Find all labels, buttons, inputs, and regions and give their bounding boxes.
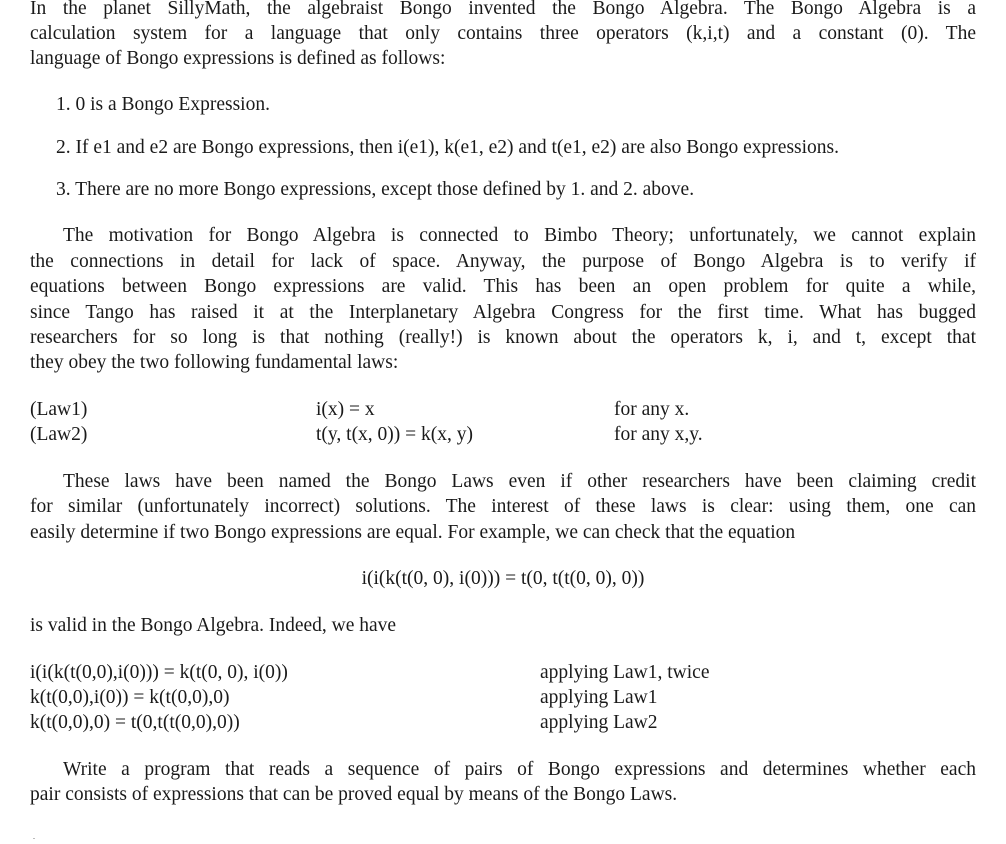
valid-line: is valid in the Bongo Algebra. Indeed, we have [30, 615, 397, 636]
rule-text: 0 is a Bongo Expression. [75, 94, 270, 115]
task-line: pair consists of expressions that can be proved equal by means of the Bongo Laws. [30, 784, 678, 805]
law-condition: for any x,y. [614, 424, 703, 445]
law-condition: for any x. [614, 399, 690, 420]
law-name: (Law1) [30, 399, 88, 420]
intro-line: calculation system for a language that only contains three operators (k,i,t) and a constant (0). The [30, 23, 976, 44]
laws-paragraph-line: These laws have been named the Bongo Laws even if other researchers have been claiming credit [63, 471, 976, 492]
rule-text: If e1 and e2 are Bongo expressions, then i(e1), k(e1, e2) and t(e1, e2) are also Bongo expressions. [75, 137, 840, 158]
task-line: Write a program that reads a sequence of pairs of Bongo expressions and determines whether each [63, 759, 976, 780]
rule-item [56, 93, 270, 117]
laws-paragraph-line: easily determine if two Bongo expressions are equal. For example, we can check that the equation [30, 522, 796, 543]
derivation-step: k(t(0,0),i(0)) = k(t(0,0),0) [30, 687, 230, 708]
derivation-step: i(i(k(t(0,0),i(0))) = k(t(0, 0), i(0)) [30, 662, 288, 683]
rule-number: 1. [56, 94, 71, 115]
rule-number: 2. [56, 137, 71, 158]
law-name: (Law2) [30, 424, 88, 445]
rule-text: There are no more Bongo expressions, except those defined by 1. and 2. above. [75, 179, 695, 200]
motivation-line: The motivation for Bongo Algebra is connected to Bimbo Theory; unfortunately, we cannot explain [63, 225, 976, 246]
motivation-line: they obey the two following fundamental laws: [30, 352, 399, 373]
derivation-reason: applying Law1, twice [540, 662, 710, 683]
rule-item [56, 178, 694, 202]
law-equation: t(y, t(x, 0)) = k(x, y) [316, 424, 474, 445]
motivation-line: since Tango has raised it at the Interplanetary Algebra Congress for the first time. What has bugged [30, 302, 976, 323]
rule-number: 3. [56, 179, 71, 200]
example-equation: i(i(k(t(0, 0), i(0))) = t(0, t(t(0, 0), 0)) [361, 568, 645, 589]
motivation-line: equations between Bongo expressions are valid. This has been an open problem for quite a while, [30, 276, 976, 297]
derivation-step: k(t(0,0),0) = t(0,t(t(0,0),0)) [30, 712, 240, 733]
intro-line: language of Bongo expressions is defined as follows: [30, 48, 446, 69]
intro-line: In the planet SillyMath, the algebraist Bongo invented the Bongo Algebra. The Bongo Algebra is a [30, 0, 976, 19]
page-artifact [33, 838, 35, 839]
motivation-line: researchers for so long is that nothing (really!) is known about the operators k, i, and t, except that [30, 327, 976, 348]
motivation-line: the connections in detail for lack of space. Anyway, the purpose of Bongo Algebra is to verify if [30, 251, 976, 272]
laws-paragraph-line: for similar (unfortunately incorrect) solutions. The interest of these laws is clear: using them, one can [30, 496, 976, 517]
rule-item [56, 136, 839, 160]
derivation-reason: applying Law2 [540, 712, 658, 733]
derivation-reason: applying Law1 [540, 687, 658, 708]
law-equation: i(x) = x [316, 399, 375, 420]
